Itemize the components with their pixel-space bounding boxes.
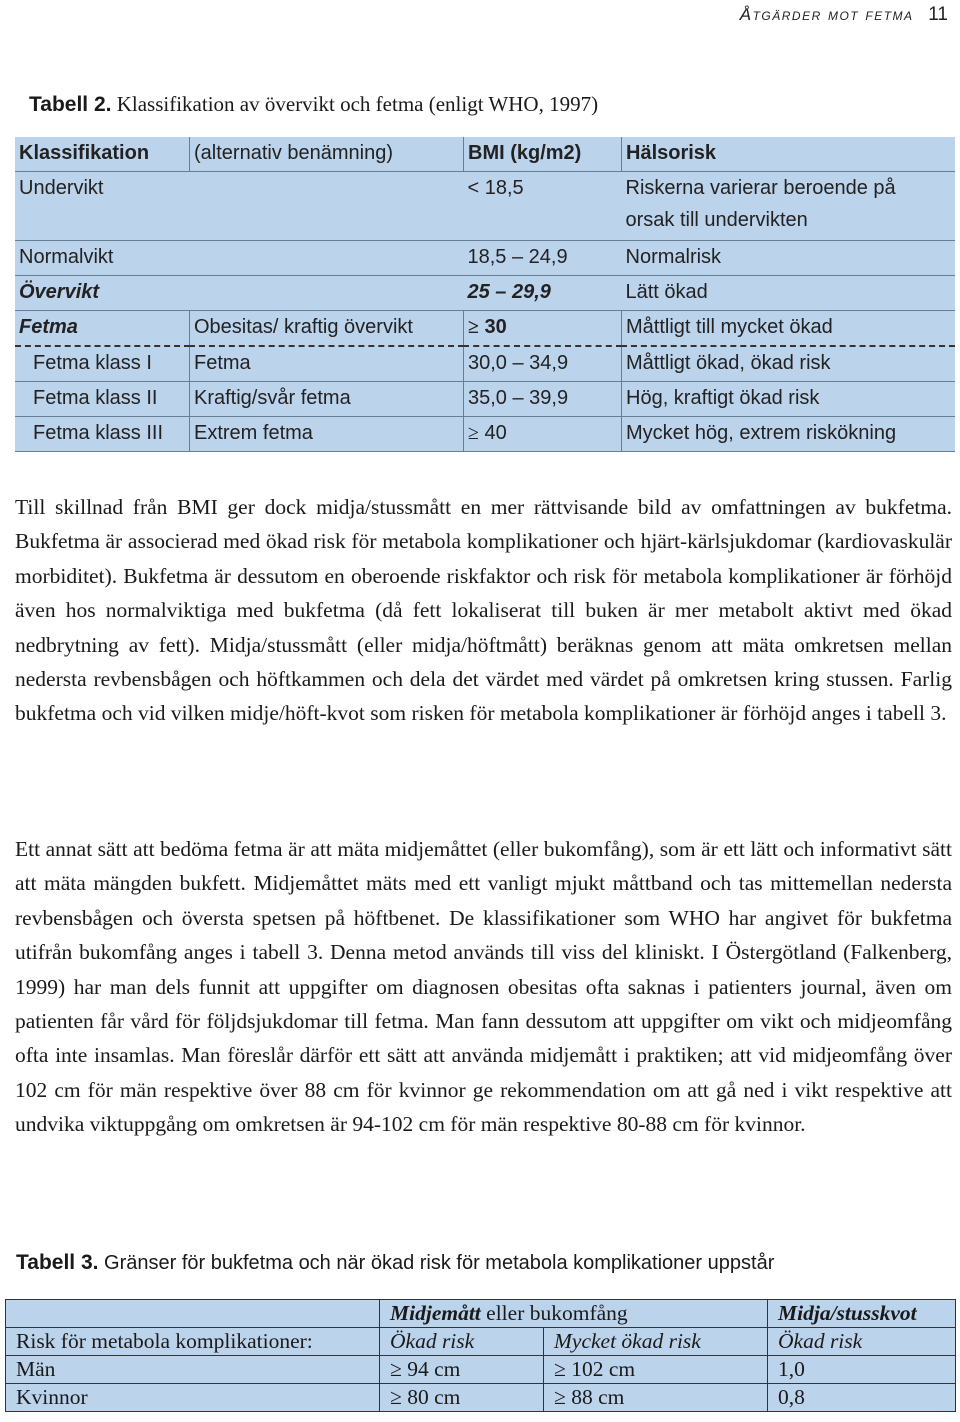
table-header-row [15, 137, 955, 172]
gte-symbol: ≥ [390, 1385, 402, 1409]
header-cell: Hälsorisk [622, 137, 956, 172]
cell-bmi: 18,5 – 24,9 [467, 246, 568, 268]
cell-alt: Obesitas/ kraftig övervikt [190, 311, 464, 347]
value-cell [544, 1356, 768, 1384]
value: 94 cm [401, 1357, 461, 1381]
table-row [15, 241, 955, 276]
body-paragraph-1: Till skillnad från BMI ger dock midja/stussmått en mer rättvisande bild av omfattningen av bukfetma. Bukfetma är associerad med ökad risk för metabola komplikationer och hjärt-kärlsjukdomar (kardiovaskulär morbiditet). Bukfetma är dessutom en oberoende riskfaktor och risk för metabola komplikationer är förhöjd även hos normalviktiga med bukfetma (då fett lokaliserat till buken är mer metabolt aktivt med ökad nedbrytning av fett). Midja/stussmått (eller midja/höftmått) beräknas genom att mäta omkretsen mellan nedersta revbensbågen och höftkammen och dela det värdet med värdet på omkretsen kring stussen. Farlig bukfetma och vid vilken midje/höft-kvot som risken för metabola komplikationer är förhöjd anges i tabell 3. [15, 495, 952, 726]
value-cell [380, 1356, 544, 1384]
cell-alt: Fetma [190, 346, 464, 382]
table2-caption [29, 92, 598, 117]
cell-klass: Fetma klass II [33, 387, 158, 409]
cell-klass: Fetma [19, 316, 78, 338]
header-cell: Klassifikation [19, 142, 150, 164]
risk-line-1: Riskerna varierar beroende på [625, 177, 896, 199]
header-cell-kvot: Midja/stusskvot [768, 1300, 956, 1328]
table-row [15, 382, 955, 417]
value-cell [544, 1384, 768, 1412]
risk-cell: Mycket ökad risk [544, 1328, 768, 1356]
gte-symbol: ≥ [468, 422, 479, 444]
table2-caption-label: Tabell 2. [29, 93, 112, 116]
risk-cell: Ökad risk [380, 1328, 544, 1356]
bmi-value: 30 [478, 316, 507, 338]
header-cell-midjematt [380, 1300, 768, 1328]
value-cell [380, 1384, 544, 1412]
cell-alt [190, 276, 464, 311]
cell-bmi: 35,0 – 39,9 [464, 382, 622, 417]
table-row [15, 172, 955, 241]
bmi-classification-table [15, 137, 955, 452]
kvot-cell: 1,0 [768, 1356, 956, 1384]
cell-klass: Undervikt [19, 177, 104, 199]
cell-risk: Normalrisk [625, 246, 722, 268]
table3-caption-label: Tabell 3. [16, 1251, 99, 1274]
row-label: Män [6, 1356, 380, 1384]
gte-symbol: ≥ [468, 316, 479, 338]
value: 88 cm [565, 1385, 625, 1409]
cell-alt: Extrem fetma [190, 417, 464, 452]
cell-bmi: < 18,5 [467, 177, 524, 199]
table-row [15, 346, 955, 382]
risk-line-2: orsak till undervikten [625, 209, 808, 231]
page-number: 11 [928, 4, 948, 25]
table-row [15, 417, 955, 452]
cell-risk: Hög, kraftigt ökad risk [622, 382, 956, 417]
risk-label-cell: Risk för metabola komplikationer: [6, 1328, 380, 1356]
cell-klass: Normalvikt [19, 246, 114, 268]
cell-alt: Kraftig/svår fetma [190, 382, 464, 417]
cell-risk: Lätt ökad [625, 281, 708, 303]
gte-symbol: ≥ [390, 1357, 402, 1381]
waist-limits-table [5, 1299, 956, 1412]
cell-klass: Fetma klass III [33, 422, 164, 444]
cell-bmi: 25 – 29,9 [467, 281, 551, 303]
table3-caption [16, 1250, 774, 1275]
cell-bmi [464, 311, 622, 347]
table-row [6, 1356, 956, 1384]
table-header-row [6, 1300, 956, 1328]
table-row [6, 1384, 956, 1412]
cell-bmi [464, 417, 622, 452]
risk-cell: Ökad risk [768, 1328, 956, 1356]
row-label: Kvinnor [6, 1384, 380, 1412]
value: 102 cm [565, 1357, 636, 1381]
table2-caption-text: Klassifikation av övervikt och fetma (enligt WHO, 1997) [111, 92, 599, 116]
kvot-cell: 0,8 [768, 1384, 956, 1412]
table-row [15, 276, 955, 311]
header-cell-empty [6, 1300, 380, 1328]
table-row [6, 1328, 956, 1356]
cell-bmi: 30,0 – 34,9 [464, 346, 622, 382]
cell-risk: Mycket hög, extrem riskökning [622, 417, 956, 452]
cell-risk: Måttligt till mycket ökad [622, 311, 956, 347]
gte-symbol: ≥ [554, 1357, 566, 1381]
header-cell: (alternativ benämning) [190, 137, 464, 172]
body-paragraph-2: Ett annat sätt att bedöma fetma är att mäta midjemåttet (eller bukomfång), som är ett lätt och informativt sätt att mäta mängden bukfett. Midjemåttet mäts med ett vanligt mjukt måttband och tas mittemellan nedersta revbensbågen och översta spetsen på höftbenet. De klassifikationer som WHO har angivet för bukfetma utifrån bukomfång anges i tabell 3. Denna metod används till viss del kliniskt. I Östergötland (Falkenberg, 1999) har man dels funnit att uppgifter om diagnosen obesitas ofta saknas i patienters journal, även om patienten får vård för följdsjukdomar till fetma. Man fann dessutom att uppgifter om vikt och midjeomfång ofta inte insamlas. Man föreslår därför ett sätt att använda midjemått i praktiken; att vid midjeomfång över 102 cm för män respektive över 88 cm för kvinnor ge rekommendation om att gå ned i vikt respektive att undvika viktuppgång om omkretsen är 94-102 cm för män respektive 80-88 cm för kvinnor. [15, 837, 952, 1137]
cell-alt [190, 241, 464, 276]
cell-risk: Måttligt ökad, ökad risk [622, 346, 956, 382]
cell-risk [622, 172, 956, 241]
midjematt-rest: eller bukomfång [480, 1301, 628, 1325]
gte-symbol: ≥ [554, 1385, 566, 1409]
cell-klass: Övervikt [19, 281, 100, 303]
header-cell: BMI (kg/m2) [464, 137, 622, 172]
running-header [740, 4, 948, 26]
table-row [15, 311, 955, 347]
midjematt-label: Midjemått [390, 1301, 481, 1325]
bmi-value: 40 [478, 422, 507, 444]
running-title: Åtgärder mot fetma [739, 5, 914, 24]
value: 80 cm [401, 1385, 461, 1409]
table3-caption-text: Gränser för bukfetma och när ökad risk för metabola komplikationer uppstår [98, 1252, 775, 1274]
cell-klass: Fetma klass I [33, 352, 152, 374]
cell-alt [190, 172, 464, 241]
